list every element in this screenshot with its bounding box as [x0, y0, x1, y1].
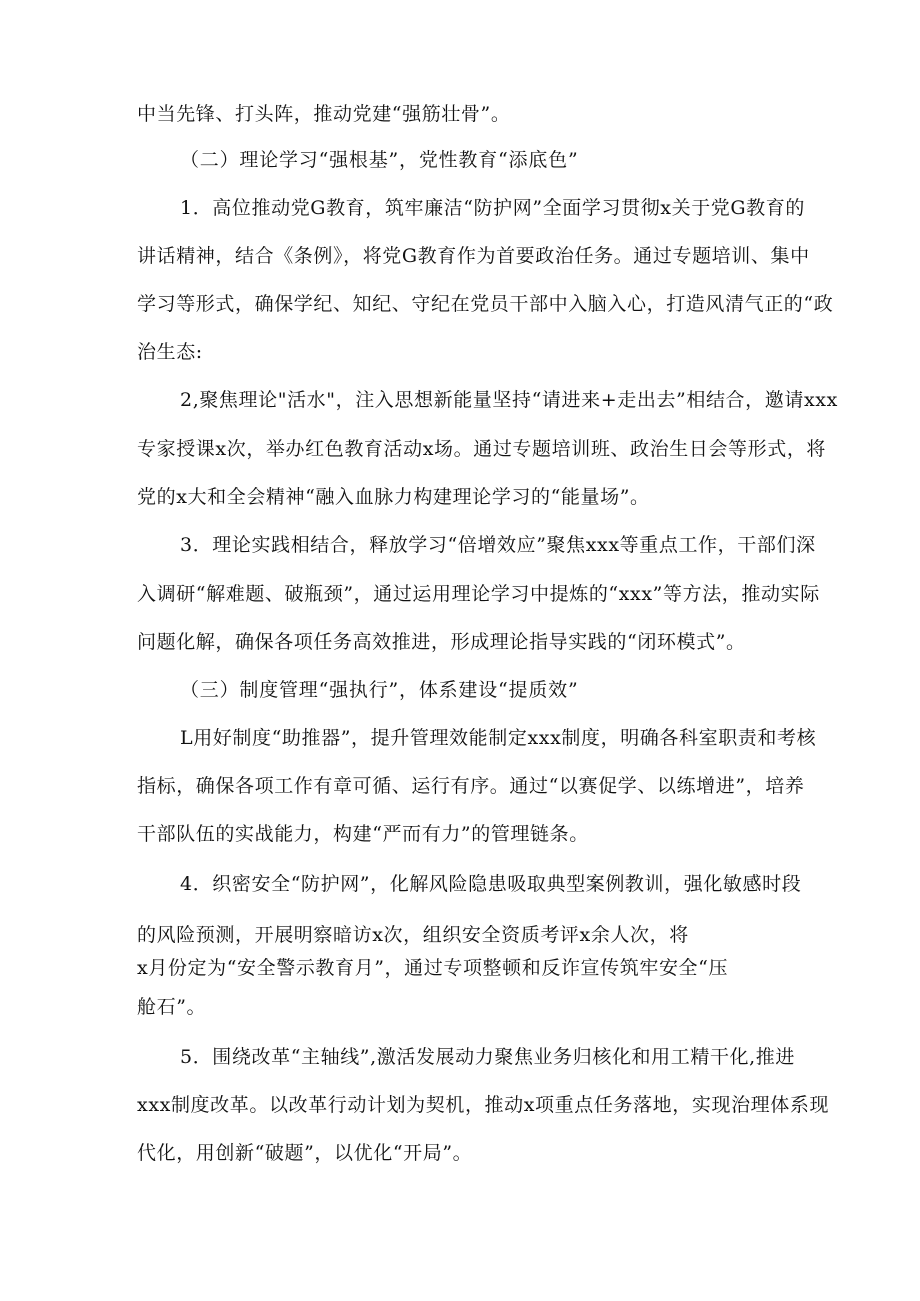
text-line: 代化，用创新“破题”，以优化“开局”。	[137, 1142, 473, 1164]
text-line: 指标，确保各项工作有章可循、运行有序。通过“以赛促学、以练增进”，培养	[137, 775, 805, 797]
text-line: 舱石”。	[137, 996, 207, 1018]
text-line: 问题化解，确保各项任务高效推进，形成理论指导实践的“闭环模式”。	[137, 631, 746, 653]
paragraph-start: 5．围绕改革“主轴线”,激活发展动力聚焦业务归核化和用工精干化,推进	[180, 1046, 795, 1068]
text-line: 干部队伍的实战能力，构建“严而有力”的管理链条。	[137, 823, 589, 845]
paragraph-start: 1．高位推动党G教育，筑牢廉洁“防护网”全面学习贯彻x关于党G教育的	[180, 197, 805, 219]
paragraph-start: 4．织密安全“防护网”，化解风险隐患吸取典型案例教训，强化敏感时段	[180, 873, 802, 895]
text-line: 讲话精神，结合《条例》，将党G教育作为首要政治任务。通过专题培训、集中	[137, 245, 810, 267]
text-line: 的风险预测，开展明察暗访x次，组织安全资质考评x余人次，将	[137, 924, 689, 946]
section-heading: （二）理论学习“强根基”，党性教育“添底色”	[180, 149, 579, 171]
paragraph-start: 2,聚焦理论"活水"，注入思想新能量坚持“请进来+走出去”相结合，邀请xxx	[180, 389, 838, 411]
section-heading: （三）制度管理“强执行”，体系建设“提质效”	[180, 679, 579, 701]
text-line: 党的x大和全会精神“融入血脉力构建理论学习的“能量场”。	[137, 486, 650, 508]
paragraph-start: L用好制度“助推器”，提升管理效能制定xxx制度，明确各科室职责和考核	[180, 727, 817, 749]
text-line: 中当先锋、打头阵，推动党建“强筋壮骨”。	[137, 103, 511, 125]
text-line: x月份定为“安全警示教育月”，通过专项整顿和反诈宣传筑牢安全“压	[137, 957, 729, 979]
text-line: xxx制度改革。以改革行动计划为契机，推动x项重点任务落地，实现治理体系现	[137, 1094, 830, 1116]
text-line: 专家授课x次，举办红色教育活动x场。通过专题培训班、政治生日会等形式，将	[137, 438, 827, 460]
paragraph-start: 3．理论实践相结合，释放学习“倍增效应”聚焦xxx等重点工作，干部们深	[180, 534, 816, 556]
text-line: 入调研“解难题、破瓶颈”，通过运用理论学习中提炼的“xxx”等方法，推动实际	[137, 583, 820, 605]
text-line: 学习等形式，确保学纪、知纪、守纪在党员干部中入脑入心，打造风清气正的“政	[137, 293, 834, 315]
text-line: 治生态:	[137, 341, 203, 363]
